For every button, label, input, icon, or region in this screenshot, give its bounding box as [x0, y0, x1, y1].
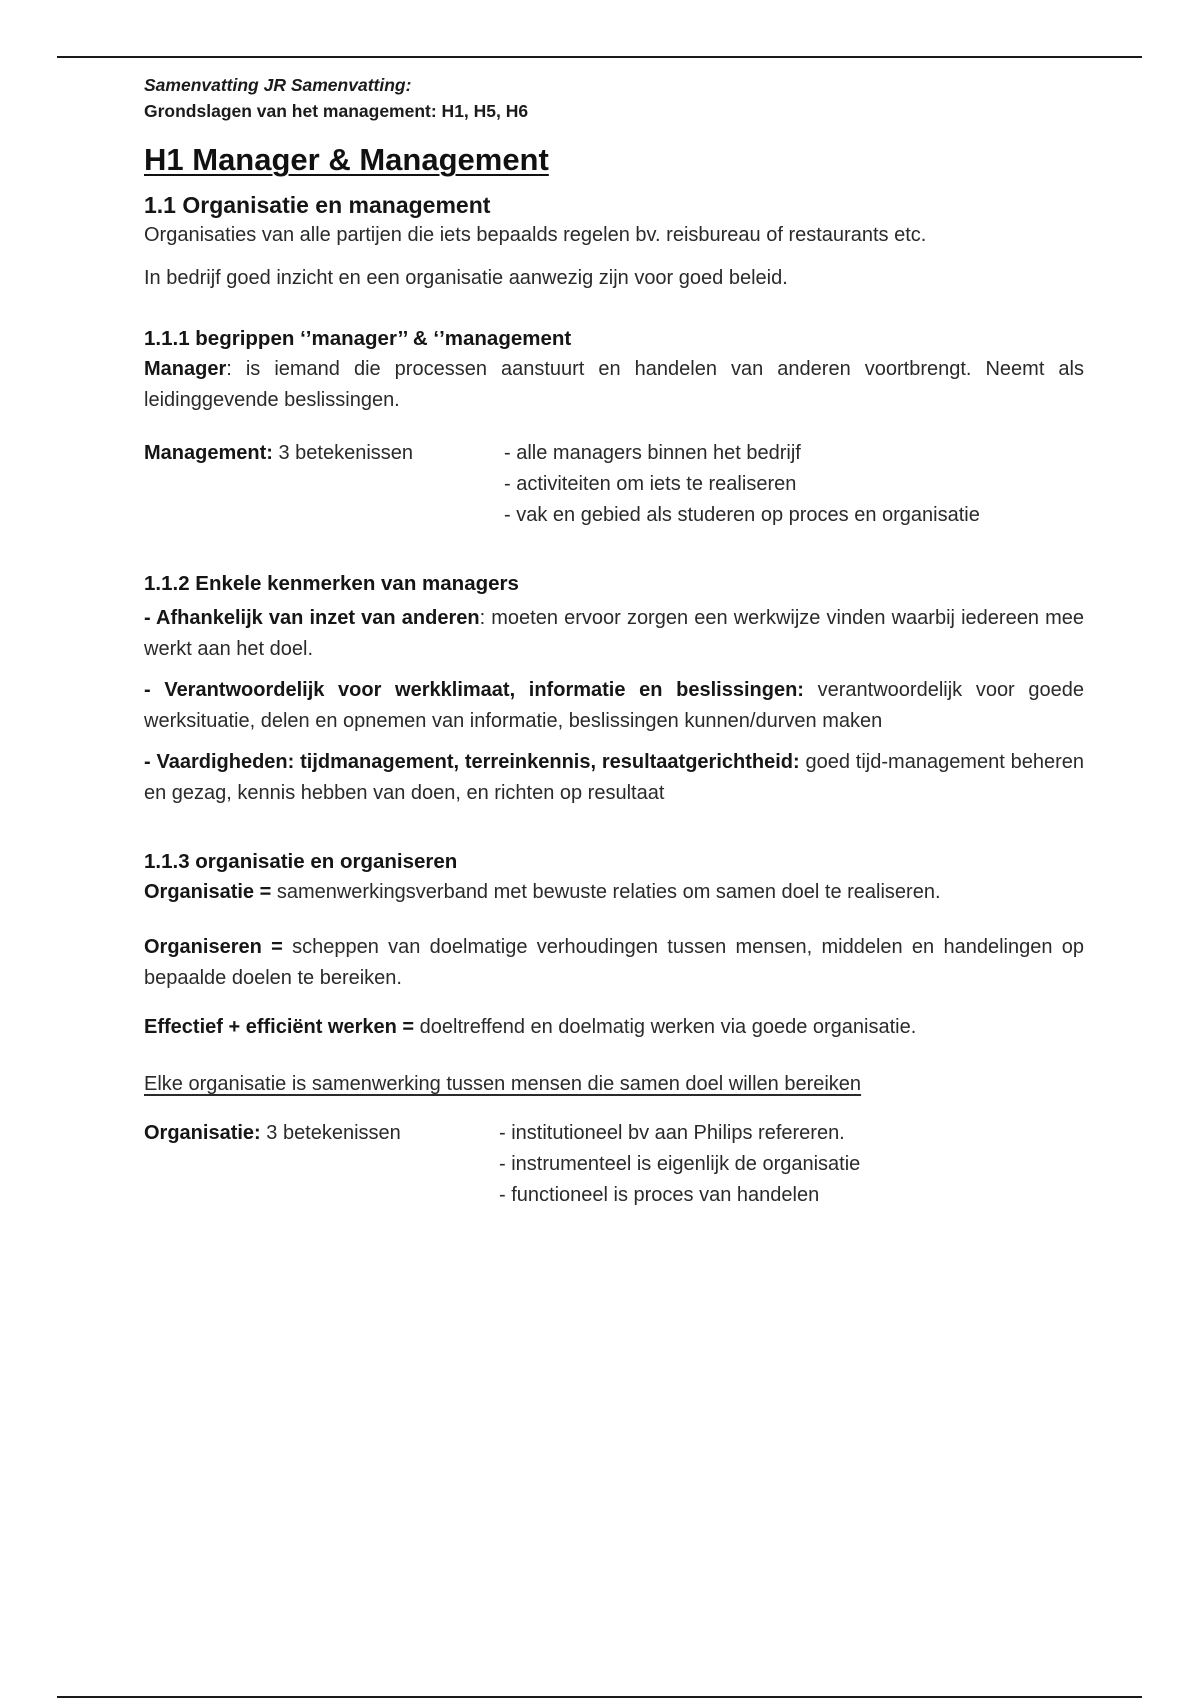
page-title: H1 Manager & Management	[144, 142, 549, 177]
top-rule	[57, 56, 1142, 58]
management-label	[144, 438, 504, 469]
characteristic-text: verantwoordelijk voor goede werksituatie, delen en opnemen van informatie, beslissingen kunnen/durven maken	[144, 679, 1085, 732]
characteristic-text: goed tijd-management beheren en gezag, kennis hebben van doen, en richten op resultaat	[144, 751, 1084, 804]
header-line-1: Samenvatting JR Samenvatting:	[144, 75, 412, 95]
list-item: - activiteiten om iets te realiseren	[504, 473, 797, 495]
characteristic-item	[144, 603, 1084, 665]
list-item: - alle managers binnen het bedrijf	[504, 442, 801, 464]
manager-term: Manager	[144, 358, 227, 380]
list-item: - instrumenteel is eigenlijk de organisatie	[499, 1153, 861, 1175]
effectief-definition-text: doeltreffend en doelmatig werken via goede organisatie.	[414, 1016, 917, 1038]
organisatie-meanings-label	[144, 1118, 499, 1149]
characteristic-term: - Afhankelijk van inzet van anderen	[144, 607, 480, 629]
section-1-1-3-heading: 1.1.3 organisatie en organiseren	[144, 850, 458, 873]
management-count: 3 betekenissen	[272, 442, 414, 464]
organisatie-meanings-term: Organisatie:	[144, 1122, 261, 1144]
section-1-1-1-heading: 1.1.1 begrippen ‘’manager’’ & ‘’management	[144, 327, 572, 350]
document-body	[144, 72, 1084, 1211]
organisatie-definition	[144, 877, 1084, 908]
manager-definition	[144, 354, 1084, 416]
header-line-2: Grondslagen van het management: H1, H5, H6	[144, 101, 529, 121]
list-item: - vak en gebied als studeren op proces en organisatie	[504, 504, 980, 526]
characteristic-term: - Vaardigheden: tijdmanagement, terreinkennis, resultaatgerichtheid:	[144, 751, 800, 773]
section-1-1-paragraph-1: Organisaties van alle partijen die iets bepaalds regelen bv. reisbureau of restaurants etc.	[144, 224, 927, 246]
effectief-term: Effectief + efficiënt werken =	[144, 1016, 415, 1038]
list-item: - functioneel is proces van handelen	[499, 1184, 820, 1206]
characteristic-term: - Verantwoordelijk voor werkklimaat, informatie en beslissingen:	[144, 679, 804, 701]
manager-definition-text: : is iemand die processen aanstuurt en handelen van anderen voortbrengt. Neemt als leidinggevende beslissingen.	[144, 358, 1084, 411]
organisatie-definition-text: samenwerkingsverband met bewuste relaties om samen doel te realiseren.	[271, 881, 941, 903]
section-1-1-2-heading: 1.1.2 Enkele kenmerken van managers	[144, 572, 519, 595]
list-item: - institutioneel bv aan Philips refereren.	[499, 1122, 845, 1144]
organisatie-term: Organisatie =	[144, 881, 272, 903]
section-1-1-paragraph-2: In bedrijf goed inzicht en een organisatie aanwezig zijn voor goed beleid.	[144, 267, 788, 289]
bottom-rule	[57, 1696, 1142, 1698]
characteristic-item	[144, 747, 1084, 809]
effectief-definition	[144, 1012, 1084, 1043]
management-meanings-list	[504, 438, 980, 531]
organiseren-definition-text: scheppen van doelmatige verhoudingen tussen mensen, middelen en handelingen op bepaalde doelen te bereiken.	[144, 936, 1084, 989]
management-meanings	[144, 438, 1084, 531]
section-1-1-heading: 1.1 Organisatie en management	[144, 192, 491, 218]
organisatie-meanings	[144, 1118, 1084, 1211]
organisatie-meanings-list	[499, 1118, 860, 1211]
management-term: Management:	[144, 442, 273, 464]
organiseren-definition	[144, 932, 1084, 994]
organisatie-meanings-count: 3 betekenissen	[260, 1122, 401, 1144]
characteristic-text: : moeten ervoor zorgen een werkwijze vinden waarbij iedereen mee werkt aan het doel.	[144, 607, 1084, 660]
underlined-statement: Elke organisatie is samenwerking tussen mensen die samen doel willen bereiken	[144, 1073, 862, 1095]
characteristic-item	[144, 675, 1084, 737]
organiseren-term: Organiseren =	[144, 936, 283, 958]
